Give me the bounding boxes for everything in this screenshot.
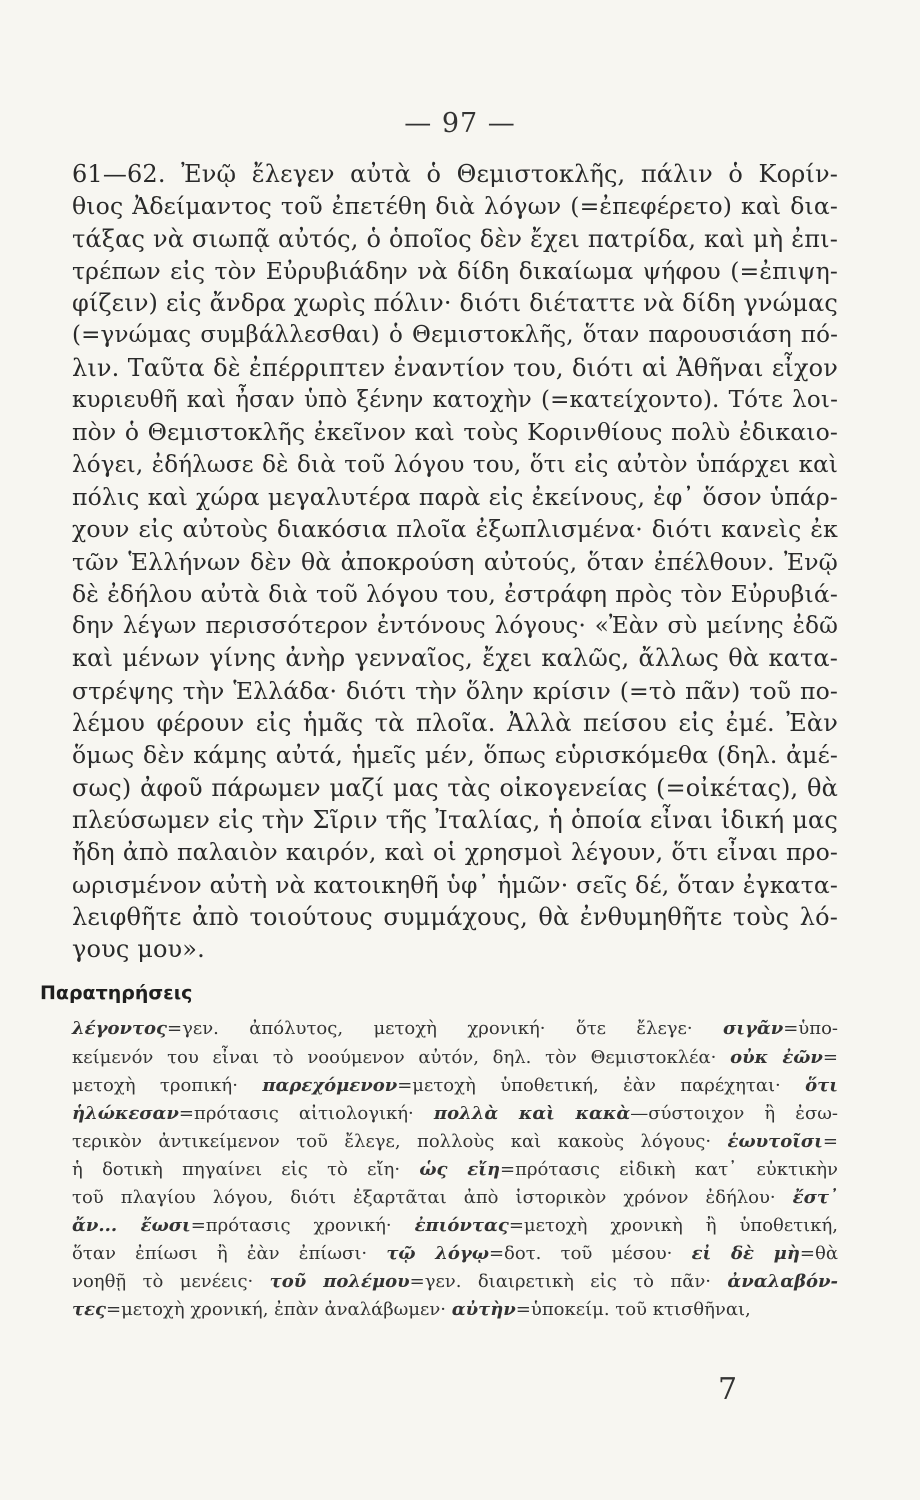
text-line: δὲ ἐδήλου αὐτὰ διὰ τοῦ λόγου του, ἐστράφη πρὸς τὸν Εὐρυβιά- — [72, 579, 838, 608]
note-term: εἰ δὲ μὴ — [691, 1243, 800, 1265]
note-text: =γεν. ἀπόλυτος, μετοχὴ χρονική· ὅτε ἔλεγε· — [167, 1018, 723, 1040]
text-line: καὶ μένων γίνης ἀνὴρ γενναῖος, ἔχει καλῶς, ἄλλως θὰ κατα- — [72, 644, 838, 673]
text-line: πὸν ὁ Θεμιστοκλῆς ἐκεῖνον καὶ τοὺς Κορινθίους πολὺ ἐδικαιο- — [72, 418, 838, 447]
text-line: λειφθῆτε ἀπὸ τοιούτους συμμάχους, θὰ ἐνθυμηθῆτε τοὺς λό- — [72, 902, 838, 931]
text-line: πλεύσωμεν εἰς τὴν Σῖριν τῆς Ἰταλίας, ἡ ὁποία εἶναι ἰδική μας — [72, 805, 838, 834]
note-text: τοῦ πλαγίου λόγου, διότι ἐξαρτᾶται ἀπὸ ἱστορικὸν χρόνον ἐδήλου· — [72, 1186, 793, 1208]
note-term: λέγοντος — [72, 1018, 168, 1040]
text-line: χουν εἰς αὐτοὺς διακόσια πλοῖα ἐξωπλισμένα· διότι κανεὶς ἐκ — [72, 515, 838, 544]
text-line: ἤδη ἀπὸ παλαιὸν καιρόν, καὶ οἱ χρησμοὶ λέγουν, ὅτι εἶναι προ- — [72, 838, 838, 867]
note-term: ὅτι — [805, 1074, 838, 1096]
note-text: —σύστοιχον ἢ ἐσω- — [630, 1102, 838, 1124]
note-line — [72, 1015, 838, 1043]
note-line — [72, 1044, 838, 1072]
text-line: στρέψης τὴν Ἑλλάδα· διότι τὴν ὅλην κρίσιν (=τὸ πᾶν) τοῦ πο- — [72, 676, 838, 705]
note-text: =ὑποκείμ. τοῦ κτισθῆναι, — [515, 1299, 751, 1321]
signature-mark: 7 — [718, 1372, 738, 1407]
text-line: τρέπων εἰς τὸν Εὐρυβιάδην νὰ δίδη δικαίωμα ψήφου (=ἐπιψη- — [72, 256, 838, 285]
section-heading: Παρατηρήσεις — [40, 982, 193, 1005]
text-line: σως) ἀφοῦ πάρωμεν μαζί μας τὰς οἰκογενείας (=οἰκέτας), θὰ — [72, 773, 838, 802]
note-text: =γεν. διαιρετικὴ εἰς τὸ πᾶν· — [409, 1271, 728, 1293]
text-line: λιν. Ταῦτα δὲ ἐπέρριπτεν ἐναντίον του, διότι αἱ Ἀθῆναι εἶχον — [72, 353, 838, 382]
note-line — [72, 1296, 838, 1324]
text-line: τῶν Ἑλλήνων δὲν θὰ ἀποκρούση αὐτούς, ὅταν ἐπέλθουν. Ἐνῷ — [72, 547, 838, 576]
notes — [72, 1015, 838, 1324]
note-text: =θὰ — [799, 1243, 838, 1265]
text-line: 61—62. Ἐνῷ ἔλεγεν αὐτὰ ὁ Θεμιστοκλῆς, πάλιν ὁ Κορίν- — [72, 160, 838, 188]
note-term: αὐτὴν — [451, 1299, 516, 1321]
note-line — [72, 1156, 838, 1184]
text-line: φίζειν) εἰς ἄνδρα χωρὶς πόλιν· διότι διέταττε νὰ δίδη γνώμας — [72, 289, 838, 318]
note-line — [72, 1072, 838, 1100]
note-term: ἡλώκεσαν — [72, 1102, 179, 1124]
note-term: ὡς εἴη — [419, 1158, 501, 1180]
text-line: λέμου φέρουν εἰς ἡμᾶς τὰ πλοῖα. Ἀλλὰ πείσου εἰς ἐμέ. Ἐὰν — [72, 709, 838, 738]
note-text: τερικὸν ἀντικείμενον τοῦ ἔλεγε, πολλοὺς καὶ κακοὺς λόγους· — [72, 1130, 728, 1152]
note-term: τοῦ πολέμου — [269, 1271, 410, 1293]
note-text: =μετοχὴ ὑποθετική, ἐὰν παρέχηται· — [397, 1074, 806, 1096]
text-line: τάξας νὰ σιωπᾷ αὐτός, ὁ ὁποῖος δὲν ἔχει πατρίδα, καὶ μὴ ἐπι- — [72, 224, 838, 253]
note-text: ὅταν ἐπίωσι ἢ ἐὰν ἐπίωσι· — [72, 1243, 387, 1265]
text-line: γους μου». — [72, 935, 205, 964]
note-term: τῷ λόγῳ — [386, 1243, 489, 1265]
note-text: κείμενόν του εἶναι τὸ νοούμενον αὐτόν, δηλ. τὸν Θεμιστοκλέα· — [72, 1046, 731, 1068]
note-text: = — [822, 1046, 838, 1068]
note-line — [72, 1100, 838, 1128]
note-term: ἑωυτοῖσι — [727, 1130, 823, 1152]
note-term: πολλὰ καὶ κακὰ — [433, 1102, 631, 1124]
text-line: δην λέγων περισσότερον ἐντόνους λόγους· «Ἐὰν σὺ μείνης ἐδῶ — [72, 613, 838, 640]
note-term: παρεχόμενον — [262, 1074, 398, 1096]
note-text: =δοτ. τοῦ μέσου· — [488, 1243, 692, 1265]
note-term: οὐκ ἐῶν — [730, 1046, 823, 1068]
note-text: =ὑπο- — [783, 1018, 838, 1040]
note-term: ἄν... ἔωσι — [72, 1215, 191, 1237]
text-line: ὅμως δὲν κάμης αὐτά, ἡμεῖς μέν, ὅπως εὑρισκόμεθα (δηλ. ἀμέ- — [72, 741, 838, 770]
text-line: (=γνώμας συμβάλλεσθαι) ὁ Θεμιστοκλῆς, ὅταν παρουσιάση πό- — [72, 322, 838, 349]
note-text: =μετοχὴ χρονική, ἐπὰν ἀναλάβωμεν· — [106, 1299, 452, 1321]
note-term: τες — [72, 1299, 107, 1321]
text-line: πόλις καὶ χώρα μεγαλυτέρα παρὰ εἰς ἐκείνους, ἐφ᾽ ὅσον ὑπάρ- — [72, 482, 838, 511]
note-text: =πρότασις αἰτιολογική· — [178, 1102, 434, 1124]
note-term: ἐπιόντας — [414, 1215, 509, 1237]
note-text: μετοχὴ τροπική· — [72, 1074, 263, 1096]
main-text — [72, 158, 838, 965]
note-line — [72, 1184, 838, 1212]
note-text: = — [822, 1130, 838, 1152]
note-text: νοηθῇ τὸ μενέεις· — [72, 1271, 270, 1293]
text-line: λόγει, ἐδήλωσε δὲ διὰ τοῦ λόγου του, ὅτι εἰς αὐτὸν ὑπάρχει καὶ — [72, 451, 838, 478]
note-line — [72, 1128, 838, 1156]
note-text: =μετοχὴ χρονικὴ ἢ ὑποθετική, — [508, 1215, 838, 1237]
note-line — [72, 1212, 838, 1240]
text-line: κυριευθῆ καὶ ἦσαν ὑπὸ ξένην κατοχὴν (=κατείχοντο). Τότε λοι- — [72, 387, 838, 414]
note-text: =πρότασις εἰδικὴ κατ᾽ εὐκτικὴν — [500, 1158, 838, 1180]
text-line: θιος Ἀδείμαντος τοῦ ἐπετέθη διὰ λόγων (=ἐπεφέρετο) καὶ δια- — [72, 192, 838, 221]
note-term: ἀναλαβόν- — [727, 1271, 838, 1293]
note-term: ἔστ᾽ — [792, 1186, 838, 1208]
page-number: — 97 — — [404, 108, 516, 139]
text-line: ωρισμένον αὐτὴ νὰ κατοικηθῆ ὑφ᾽ ἡμῶν· σεῖς δέ, ὅταν ἐγκατα- — [72, 870, 838, 899]
note-line — [72, 1268, 838, 1296]
note-term: σιγᾶν — [723, 1018, 784, 1040]
note-text: ἡ δοτικὴ πηγαίνει εἰς τὸ εἴη· — [72, 1158, 420, 1180]
note-line — [72, 1240, 838, 1268]
note-text: =πρότασις χρονική· — [190, 1215, 415, 1237]
